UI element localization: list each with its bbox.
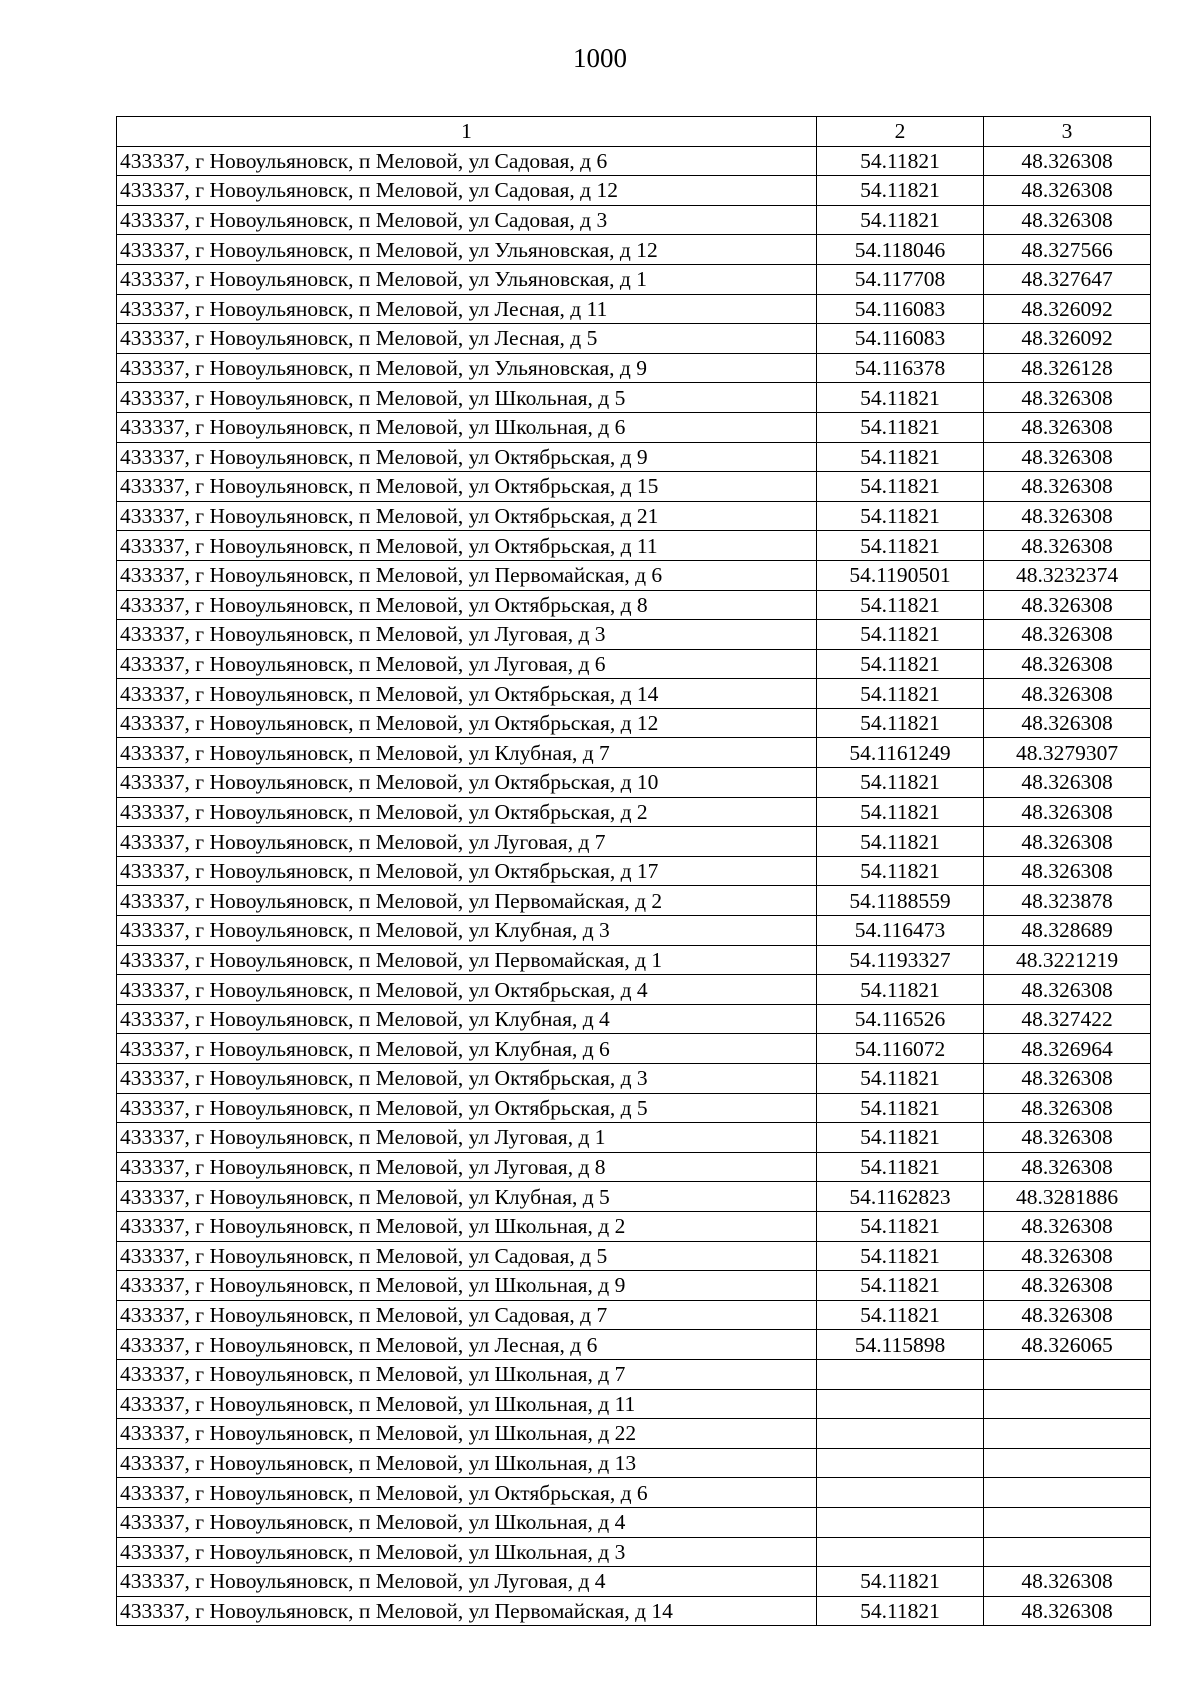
longitude-cell bbox=[984, 1419, 1151, 1449]
latitude-cell: 54.11821 bbox=[817, 1271, 984, 1301]
address-cell: 433337, г Новоульяновск, п Меловой, ул Луговая, д 7 bbox=[117, 827, 817, 857]
longitude-cell: 48.328689 bbox=[984, 916, 1151, 946]
page-number: 1000 bbox=[573, 43, 627, 73]
table-body bbox=[117, 146, 1151, 1626]
longitude-cell: 48.327422 bbox=[984, 1004, 1151, 1034]
address-cell: 433337, г Новоульяновск, п Меловой, ул Клубная, д 3 bbox=[117, 916, 817, 946]
address-cell: 433337, г Новоульяновск, п Меловой, ул Школьная, д 11 bbox=[117, 1389, 817, 1419]
address-cell: 433337, г Новоульяновск, п Меловой, ул Октябрьская, д 17 bbox=[117, 856, 817, 886]
longitude-cell: 48.326065 bbox=[984, 1330, 1151, 1360]
longitude-cell: 48.326128 bbox=[984, 353, 1151, 383]
latitude-cell: 54.116526 bbox=[817, 1004, 984, 1034]
address-cell: 433337, г Новоульяновск, п Меловой, ул Клубная, д 4 bbox=[117, 1004, 817, 1034]
table-row bbox=[117, 353, 1151, 383]
longitude-cell: 48.326308 bbox=[984, 768, 1151, 798]
longitude-cell: 48.326308 bbox=[984, 205, 1151, 235]
address-cell: 433337, г Новоульяновск, п Меловой, ул Октябрьская, д 15 bbox=[117, 472, 817, 502]
latitude-cell: 54.11821 bbox=[817, 1123, 984, 1153]
address-cell: 433337, г Новоульяновск, п Меловой, ул Октябрьская, д 9 bbox=[117, 442, 817, 472]
longitude-cell: 48.326308 bbox=[984, 1123, 1151, 1153]
address-cell: 433337, г Новоульяновск, п Меловой, ул Лесная, д 11 bbox=[117, 294, 817, 324]
table-row bbox=[117, 945, 1151, 975]
table-row bbox=[117, 205, 1151, 235]
address-coordinates-table bbox=[116, 116, 1151, 1626]
latitude-cell: 54.118046 bbox=[817, 235, 984, 265]
longitude-cell: 48.326308 bbox=[984, 1271, 1151, 1301]
address-cell: 433337, г Новоульяновск, п Меловой, ул Первомайская, д 2 bbox=[117, 886, 817, 916]
longitude-cell: 48.326092 bbox=[984, 324, 1151, 354]
longitude-cell: 48.326308 bbox=[984, 1064, 1151, 1094]
longitude-cell bbox=[984, 1507, 1151, 1537]
longitude-cell: 48.326308 bbox=[984, 501, 1151, 531]
table-row bbox=[117, 768, 1151, 798]
longitude-cell: 48.326308 bbox=[984, 531, 1151, 561]
longitude-cell: 48.326308 bbox=[984, 620, 1151, 650]
column-header-2: 2 bbox=[817, 117, 984, 147]
address-cell: 433337, г Новоульяновск, п Меловой, ул Ульяновская, д 9 bbox=[117, 353, 817, 383]
longitude-cell: 48.326308 bbox=[984, 708, 1151, 738]
table-row bbox=[117, 472, 1151, 502]
latitude-cell: 54.11821 bbox=[817, 708, 984, 738]
latitude-cell bbox=[817, 1478, 984, 1508]
table-row bbox=[117, 383, 1151, 413]
table-row bbox=[117, 324, 1151, 354]
address-cell: 433337, г Новоульяновск, п Меловой, ул Школьная, д 9 bbox=[117, 1271, 817, 1301]
latitude-cell: 54.11821 bbox=[817, 1093, 984, 1123]
address-cell: 433337, г Новоульяновск, п Меловой, ул Октябрьская, д 3 bbox=[117, 1064, 817, 1094]
latitude-cell: 54.11821 bbox=[817, 975, 984, 1005]
longitude-cell bbox=[984, 1359, 1151, 1389]
longitude-cell: 48.3279307 bbox=[984, 738, 1151, 768]
address-cell: 433337, г Новоульяновск, п Меловой, ул Ульяновская, д 1 bbox=[117, 264, 817, 294]
address-cell: 433337, г Новоульяновск, п Меловой, ул Первомайская, д 1 bbox=[117, 945, 817, 975]
longitude-cell: 48.326308 bbox=[984, 679, 1151, 709]
address-cell: 433337, г Новоульяновск, п Меловой, ул Октябрьская, д 10 bbox=[117, 768, 817, 798]
address-cell: 433337, г Новоульяновск, п Меловой, ул Клубная, д 7 bbox=[117, 738, 817, 768]
longitude-cell: 48.326308 bbox=[984, 1093, 1151, 1123]
latitude-cell: 54.11821 bbox=[817, 797, 984, 827]
table-row bbox=[117, 235, 1151, 265]
longitude-cell: 48.326308 bbox=[984, 1567, 1151, 1597]
address-cell: 433337, г Новоульяновск, п Меловой, ул Школьная, д 3 bbox=[117, 1537, 817, 1567]
table-row bbox=[117, 1182, 1151, 1212]
latitude-cell: 54.11821 bbox=[817, 1300, 984, 1330]
longitude-cell: 48.326308 bbox=[984, 590, 1151, 620]
latitude-cell: 54.11821 bbox=[817, 176, 984, 206]
latitude-cell: 54.115898 bbox=[817, 1330, 984, 1360]
table-row bbox=[117, 1596, 1151, 1626]
table-row bbox=[117, 649, 1151, 679]
table-row bbox=[117, 1004, 1151, 1034]
latitude-cell: 54.116072 bbox=[817, 1034, 984, 1064]
latitude-cell: 54.11821 bbox=[817, 412, 984, 442]
column-header-3: 3 bbox=[984, 117, 1151, 147]
latitude-cell: 54.11821 bbox=[817, 1567, 984, 1597]
latitude-cell: 54.116083 bbox=[817, 324, 984, 354]
latitude-cell: 54.11821 bbox=[817, 442, 984, 472]
table-row bbox=[117, 1567, 1151, 1597]
latitude-cell: 54.1161249 bbox=[817, 738, 984, 768]
address-cell: 433337, г Новоульяновск, п Меловой, ул Школьная, д 7 bbox=[117, 1359, 817, 1389]
table-header bbox=[117, 117, 1151, 147]
address-cell: 433337, г Новоульяновск, п Меловой, ул Школьная, д 5 bbox=[117, 383, 817, 413]
table-row bbox=[117, 1271, 1151, 1301]
latitude-cell: 54.11821 bbox=[817, 768, 984, 798]
latitude-cell: 54.1190501 bbox=[817, 560, 984, 590]
longitude-cell: 48.326308 bbox=[984, 797, 1151, 827]
table-row bbox=[117, 708, 1151, 738]
table-row bbox=[117, 1064, 1151, 1094]
address-cell: 433337, г Новоульяновск, п Меловой, ул Школьная, д 13 bbox=[117, 1448, 817, 1478]
latitude-cell: 54.11821 bbox=[817, 1241, 984, 1271]
latitude-cell bbox=[817, 1419, 984, 1449]
latitude-cell: 54.116378 bbox=[817, 353, 984, 383]
latitude-cell: 54.11821 bbox=[817, 649, 984, 679]
longitude-cell: 48.3281886 bbox=[984, 1182, 1151, 1212]
table-row bbox=[117, 294, 1151, 324]
latitude-cell: 54.116473 bbox=[817, 916, 984, 946]
latitude-cell: 54.11821 bbox=[817, 856, 984, 886]
longitude-cell: 48.326308 bbox=[984, 1241, 1151, 1271]
latitude-cell: 54.116083 bbox=[817, 294, 984, 324]
latitude-cell bbox=[817, 1448, 984, 1478]
table-row bbox=[117, 1330, 1151, 1360]
address-cell: 433337, г Новоульяновск, п Меловой, ул Школьная, д 2 bbox=[117, 1211, 817, 1241]
table-row bbox=[117, 1241, 1151, 1271]
table-row bbox=[117, 176, 1151, 206]
latitude-cell: 54.11821 bbox=[817, 679, 984, 709]
latitude-cell: 54.11821 bbox=[817, 531, 984, 561]
address-cell: 433337, г Новоульяновск, п Меловой, ул Садовая, д 12 bbox=[117, 176, 817, 206]
address-cell: 433337, г Новоульяновск, п Меловой, ул Луговая, д 1 bbox=[117, 1123, 817, 1153]
table-row bbox=[117, 916, 1151, 946]
longitude-cell: 48.327647 bbox=[984, 264, 1151, 294]
longitude-cell: 48.326092 bbox=[984, 294, 1151, 324]
latitude-cell: 54.1193327 bbox=[817, 945, 984, 975]
address-cell: 433337, г Новоульяновск, п Меловой, ул Октябрьская, д 2 bbox=[117, 797, 817, 827]
table-row bbox=[117, 531, 1151, 561]
longitude-cell: 48.326308 bbox=[984, 146, 1151, 176]
latitude-cell: 54.11821 bbox=[817, 501, 984, 531]
address-cell: 433337, г Новоульяновск, п Меловой, ул Ульяновская, д 12 bbox=[117, 235, 817, 265]
longitude-cell: 48.3221219 bbox=[984, 945, 1151, 975]
address-cell: 433337, г Новоульяновск, п Меловой, ул Октябрьская, д 8 bbox=[117, 590, 817, 620]
address-cell: 433337, г Новоульяновск, п Меловой, ул Октябрьская, д 11 bbox=[117, 531, 817, 561]
table-row bbox=[117, 1507, 1151, 1537]
longitude-cell: 48.326308 bbox=[984, 975, 1151, 1005]
longitude-cell: 48.326308 bbox=[984, 1300, 1151, 1330]
header-row bbox=[117, 117, 1151, 147]
table-row bbox=[117, 620, 1151, 650]
table-row bbox=[117, 590, 1151, 620]
address-cell: 433337, г Новоульяновск, п Меловой, ул Луговая, д 3 bbox=[117, 620, 817, 650]
longitude-cell bbox=[984, 1448, 1151, 1478]
table-row bbox=[117, 442, 1151, 472]
address-cell: 433337, г Новоульяновск, п Меловой, ул Октябрьская, д 4 bbox=[117, 975, 817, 1005]
table-row bbox=[117, 1478, 1151, 1508]
longitude-cell: 48.326308 bbox=[984, 649, 1151, 679]
latitude-cell: 54.11821 bbox=[817, 146, 984, 176]
address-cell: 433337, г Новоульяновск, п Меловой, ул Лесная, д 5 bbox=[117, 324, 817, 354]
table-row bbox=[117, 1093, 1151, 1123]
table-row bbox=[117, 146, 1151, 176]
latitude-cell: 54.11821 bbox=[817, 1064, 984, 1094]
latitude-cell bbox=[817, 1537, 984, 1567]
table-row bbox=[117, 1359, 1151, 1389]
longitude-cell: 48.326308 bbox=[984, 383, 1151, 413]
address-cell: 433337, г Новоульяновск, п Меловой, ул Октябрьская, д 6 bbox=[117, 1478, 817, 1508]
longitude-cell: 48.326308 bbox=[984, 176, 1151, 206]
table-row bbox=[117, 679, 1151, 709]
address-cell: 433337, г Новоульяновск, п Меловой, ул Октябрьская, д 12 bbox=[117, 708, 817, 738]
latitude-cell: 54.11821 bbox=[817, 1596, 984, 1626]
latitude-cell: 54.11821 bbox=[817, 205, 984, 235]
table-row bbox=[117, 827, 1151, 857]
address-cell: 433337, г Новоульяновск, п Меловой, ул Садовая, д 7 bbox=[117, 1300, 817, 1330]
address-cell: 433337, г Новоульяновск, п Меловой, ул Клубная, д 5 bbox=[117, 1182, 817, 1212]
address-cell: 433337, г Новоульяновск, п Меловой, ул Садовая, д 5 bbox=[117, 1241, 817, 1271]
longitude-cell bbox=[984, 1389, 1151, 1419]
address-cell: 433337, г Новоульяновск, п Меловой, ул Школьная, д 4 bbox=[117, 1507, 817, 1537]
longitude-cell bbox=[984, 1537, 1151, 1567]
table-row bbox=[117, 1034, 1151, 1064]
table-row bbox=[117, 1448, 1151, 1478]
table-row bbox=[117, 1419, 1151, 1449]
latitude-cell: 54.11821 bbox=[817, 1152, 984, 1182]
table-row bbox=[117, 560, 1151, 590]
longitude-cell: 48.326308 bbox=[984, 472, 1151, 502]
table-row bbox=[117, 1389, 1151, 1419]
address-cell: 433337, г Новоульяновск, п Меловой, ул Луговая, д 6 bbox=[117, 649, 817, 679]
latitude-cell: 54.11821 bbox=[817, 590, 984, 620]
address-cell: 433337, г Новоульяновск, п Меловой, ул Лесная, д 6 bbox=[117, 1330, 817, 1360]
address-cell: 433337, г Новоульяновск, п Меловой, ул Школьная, д 6 bbox=[117, 412, 817, 442]
table-row bbox=[117, 412, 1151, 442]
longitude-cell: 48.3232374 bbox=[984, 560, 1151, 590]
table-row bbox=[117, 1537, 1151, 1567]
table-row bbox=[117, 738, 1151, 768]
table-row bbox=[117, 797, 1151, 827]
address-cell: 433337, г Новоульяновск, п Меловой, ул Первомайская, д 14 bbox=[117, 1596, 817, 1626]
address-cell: 433337, г Новоульяновск, п Меловой, ул Луговая, д 4 bbox=[117, 1567, 817, 1597]
table-row bbox=[117, 1152, 1151, 1182]
longitude-cell: 48.326308 bbox=[984, 827, 1151, 857]
address-cell: 433337, г Новоульяновск, п Меловой, ул Октябрьская, д 14 bbox=[117, 679, 817, 709]
table-row bbox=[117, 975, 1151, 1005]
latitude-cell bbox=[817, 1359, 984, 1389]
longitude-cell: 48.323878 bbox=[984, 886, 1151, 916]
latitude-cell bbox=[817, 1507, 984, 1537]
longitude-cell: 48.327566 bbox=[984, 235, 1151, 265]
address-cell: 433337, г Новоульяновск, п Меловой, ул Садовая, д 6 bbox=[117, 146, 817, 176]
address-cell: 433337, г Новоульяновск, п Меловой, ул Первомайская, д 6 bbox=[117, 560, 817, 590]
longitude-cell bbox=[984, 1478, 1151, 1508]
table-row bbox=[117, 1300, 1151, 1330]
longitude-cell: 48.326308 bbox=[984, 1152, 1151, 1182]
table-row bbox=[117, 1211, 1151, 1241]
column-header-1: 1 bbox=[117, 117, 817, 147]
longitude-cell: 48.326308 bbox=[984, 442, 1151, 472]
latitude-cell: 54.1162823 bbox=[817, 1182, 984, 1212]
longitude-cell: 48.326308 bbox=[984, 1211, 1151, 1241]
longitude-cell: 48.326308 bbox=[984, 412, 1151, 442]
latitude-cell: 54.11821 bbox=[817, 472, 984, 502]
latitude-cell: 54.11821 bbox=[817, 827, 984, 857]
address-cell: 433337, г Новоульяновск, п Меловой, ул Октябрьская, д 21 bbox=[117, 501, 817, 531]
latitude-cell: 54.1188559 bbox=[817, 886, 984, 916]
table-row bbox=[117, 856, 1151, 886]
address-cell: 433337, г Новоульяновск, п Меловой, ул Октябрьская, д 5 bbox=[117, 1093, 817, 1123]
longitude-cell: 48.326308 bbox=[984, 1596, 1151, 1626]
longitude-cell: 48.326308 bbox=[984, 856, 1151, 886]
latitude-cell: 54.11821 bbox=[817, 620, 984, 650]
table-row bbox=[117, 1123, 1151, 1153]
address-cell: 433337, г Новоульяновск, п Меловой, ул Школьная, д 22 bbox=[117, 1419, 817, 1449]
latitude-cell: 54.117708 bbox=[817, 264, 984, 294]
address-cell: 433337, г Новоульяновск, п Меловой, ул Клубная, д 6 bbox=[117, 1034, 817, 1064]
latitude-cell: 54.11821 bbox=[817, 1211, 984, 1241]
latitude-cell: 54.11821 bbox=[817, 383, 984, 413]
table-row bbox=[117, 501, 1151, 531]
address-cell: 433337, г Новоульяновск, п Меловой, ул Садовая, д 3 bbox=[117, 205, 817, 235]
longitude-cell: 48.326964 bbox=[984, 1034, 1151, 1064]
latitude-cell bbox=[817, 1389, 984, 1419]
address-cell: 433337, г Новоульяновск, п Меловой, ул Луговая, д 8 bbox=[117, 1152, 817, 1182]
table-row bbox=[117, 264, 1151, 294]
table-row bbox=[117, 886, 1151, 916]
